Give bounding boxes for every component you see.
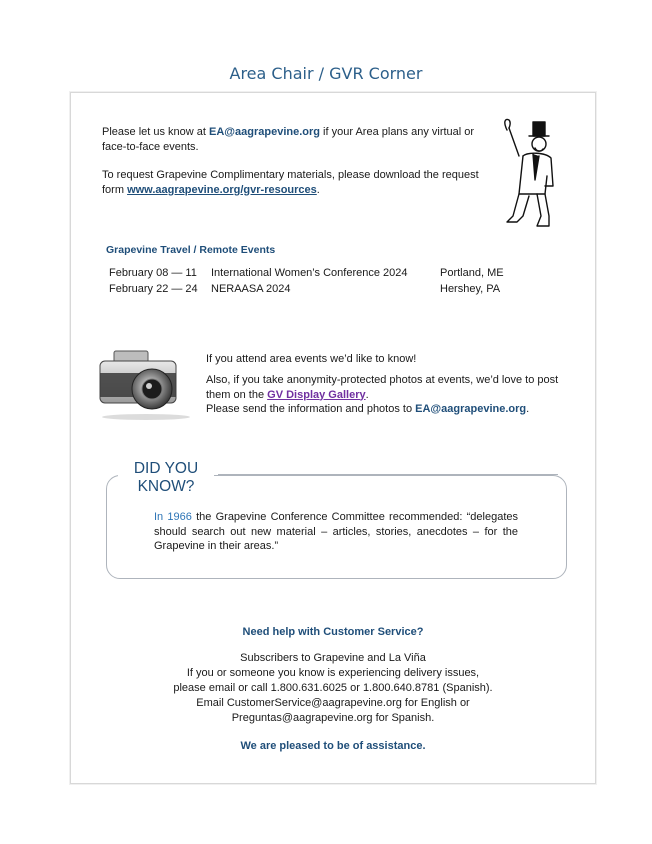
did-you-know-title: [118, 460, 214, 496]
event-row-1-dates: February 08 — 11: [109, 267, 197, 279]
photos-line1: If you attend area events we’d like to know!: [206, 353, 417, 365]
request-text-post: .: [316, 183, 320, 196]
photos-line2: Also, if you take anonymity-protected photos at events, we’d love to post: [206, 374, 559, 386]
customer-service-closing: We are pleased to be of assistance.: [240, 740, 426, 752]
did-you-know-body: the Grapevine Conference Committee recommended: “delegates should search out new material – articles, stories, anecdotes – for the Grapevine in their areas.”: [154, 511, 519, 552]
photos-paragraph: [206, 373, 576, 417]
did-you-know-year: In 1966: [154, 511, 192, 523]
events-heading: Grapevine Travel / Remote Events: [106, 244, 276, 256]
gv-display-gallery-link[interactable]: GV Display Gallery: [267, 388, 366, 401]
gvr-resources-link[interactable]: www.aagrapevine.org/gvr-resources: [127, 183, 317, 196]
cartoon-man-waving-icon: [497, 116, 557, 232]
intro-text-pre: Please let us know at: [102, 126, 210, 138]
event-row-2-location: Hershey, PA: [440, 283, 501, 295]
request-paragraph: [102, 168, 492, 197]
did-you-know-rule: [218, 474, 558, 475]
did-you-know-title-line2: KNOW?: [137, 478, 195, 495]
event-row-1-name: International Women’s Conference 2024: [211, 267, 408, 279]
customer-service-line1: Subscribers to Grapevine and La Viña: [240, 652, 426, 664]
request-text-line1: To request Grapevine Complimentary materials, please download the request: [102, 169, 479, 181]
intro-text-line2: face-to-face events.: [102, 140, 199, 153]
camera-icon: [92, 345, 200, 421]
intro-paragraph: [102, 125, 482, 154]
intro-text-post: if your Area plans any virtual or: [320, 126, 475, 138]
did-you-know-title-line1: DID YOU: [133, 460, 199, 477]
event-row-2-name: NERAASA 2024: [211, 283, 291, 295]
customer-service-line3: please email or call 1.800.631.6025 or 1.800.640.8781 (Spanish).: [173, 682, 493, 694]
photos-line4-post: .: [526, 403, 530, 415]
photos-email-link[interactable]: EA@aagrapevine.org: [415, 403, 527, 415]
request-text-pre: form: [102, 183, 128, 196]
photos-line3-post: .: [365, 388, 369, 401]
page-title: Area Chair / GVR Corner: [229, 64, 423, 83]
customer-service-line4: Email CustomerService@aagrapevine.org for English or: [196, 697, 470, 709]
did-you-know-text: [154, 510, 518, 554]
intro-email-link[interactable]: EA@aagrapevine.org: [209, 126, 320, 138]
customer-service-heading: Need help with Customer Service?: [242, 626, 424, 638]
photos-line4-pre: Please send the information and photos to: [206, 403, 416, 415]
customer-service-line5: Preguntas@aagrapevine.org for Spanish.: [231, 712, 435, 724]
event-row-2-dates: February 22 — 24: [109, 283, 198, 295]
customer-service-line2: If you or someone you know is experiencing delivery issues,: [186, 667, 480, 679]
photos-line3-pre: them on the: [206, 388, 268, 401]
event-row-1-location: Portland, ME: [440, 267, 504, 279]
